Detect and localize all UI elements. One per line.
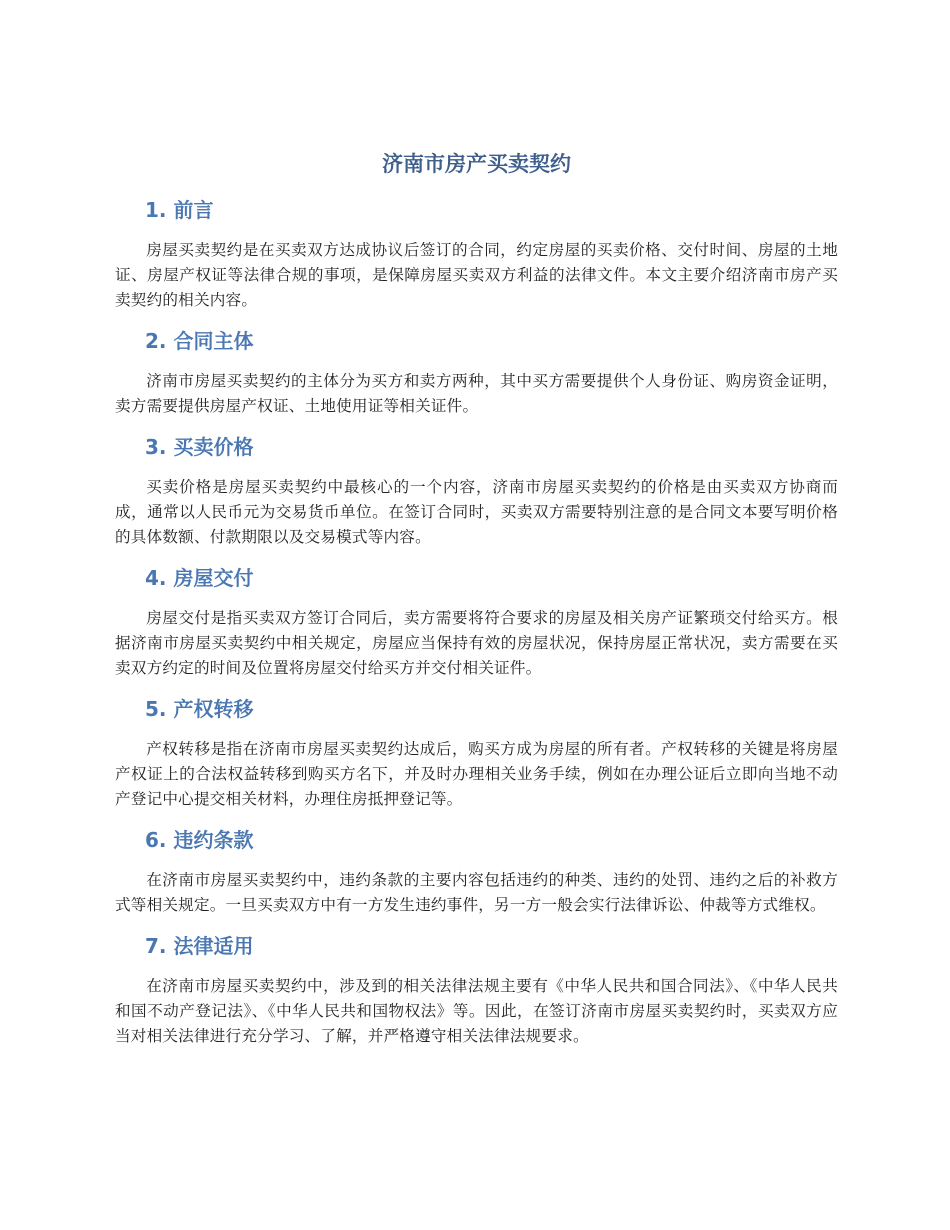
section-contract-parties <box>115 325 838 419</box>
section-paragraph: 在济南市房屋买卖契约中，违约条款的主要内容包括违约的种类、违约的处罚、违约之后的补救方式等相关规定。一旦买卖双方中有一方发生违约事件，另一方一般会实行法律诉讼、仲裁等方式维权。 <box>115 871 838 914</box>
section-title-transfer <box>115 693 838 812</box>
section-paragraph: 房屋交付是指买卖双方签订合同后，卖方需要将符合要求的房屋及相关房产证繁琐交付给买方。根据济南市房屋买卖契约中相关规定，房屋应当保持有效的房屋状况，保持房屋正常状况，卖方需要在买卖双方约定的时间及位置将房屋交付给买方并交付相关证件。 <box>115 609 838 677</box>
section-paragraph: 济南市房屋买卖契约的主体分为买方和卖方两种，其中买方需要提供个人身份证、购房资金证明，卖方需要提供房屋产权证、土地使用证等相关证件。 <box>115 372 838 415</box>
section-paragraph: 在济南市房屋买卖契约中，涉及到的相关法律法规主要有《中华人民共和国合同法》、《中华人民共和国不动产登记法》、《中华人民共和国物权法》等。因此，在签订济南市房屋买卖契约时，买卖双方应当对相关法律进行充分学习、了解，并严格遵守相关法律法规要求。 <box>115 977 838 1045</box>
section-paragraph: 房屋买卖契约是在买卖双方达成协议后签订的合同，约定房屋的买卖价格、交付时间、房屋的土地证、房屋产权证等法律合规的事项，是保障房屋买卖双方利益的法律文件。本文主要介绍济南市房产买卖契约的相关内容。 <box>115 241 838 309</box>
section-heading: 5. 产权转移 <box>145 697 254 721</box>
section-breach-clauses <box>115 824 838 918</box>
document-page <box>115 146 838 1061</box>
section-heading: 7. 法律适用 <box>145 934 254 958</box>
section-paragraph: 买卖价格是房屋买卖契约中最核心的一个内容，济南市房屋买卖契约的价格是由买卖双方协商而成，通常以人民币元为交易货币单位。在签订合同时，买卖双方需要特别注意的是合同文本要写明价格的具体数额、付款期限以及交易模式等内容。 <box>115 478 838 546</box>
section-applicable-law <box>115 930 838 1049</box>
section-paragraph: 产权转移是指在济南市房屋买卖契约达成后，购买方成为房屋的所有者。产权转移的关键是将房屋产权证上的合法权益转移到购买方名下，并及时办理相关业务手续，例如在办理公证后立即向当地不动产登记中心提交相关材料，办理住房抵押登记等。 <box>115 740 838 808</box>
section-preface <box>115 194 838 313</box>
section-delivery <box>115 562 838 681</box>
section-heading: 4. 房屋交付 <box>145 566 254 590</box>
section-heading: 2. 合同主体 <box>145 329 254 353</box>
section-heading: 6. 违约条款 <box>145 828 254 852</box>
section-heading: 1. 前言 <box>145 198 214 222</box>
document-title: 济南市房产买卖契约 <box>382 152 571 176</box>
section-price <box>115 431 838 550</box>
section-heading: 3. 买卖价格 <box>145 435 254 459</box>
